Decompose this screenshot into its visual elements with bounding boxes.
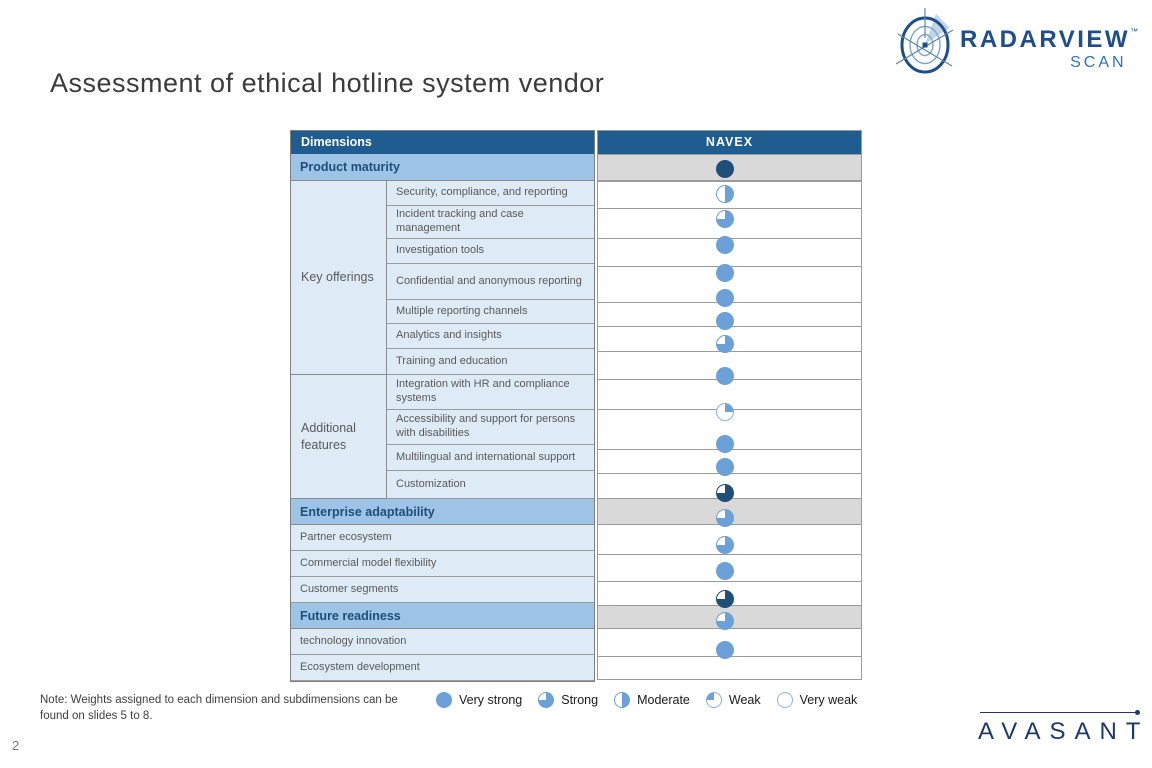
legend-item bbox=[706, 692, 761, 708]
legend-label: Very strong bbox=[459, 693, 523, 707]
legend-item bbox=[538, 692, 598, 708]
radarview-logo bbox=[896, 8, 1141, 83]
harvey-ball-very-strong bbox=[716, 435, 734, 453]
legend-label: Weak bbox=[728, 693, 761, 707]
legend-label: Very weak bbox=[799, 693, 858, 707]
legend-ball-very-weak bbox=[777, 692, 793, 708]
subdimension-row-label: Integration with HR and compliance systems bbox=[387, 375, 594, 410]
subdimension-row-label: Multilingual and international support bbox=[387, 445, 594, 471]
page-number: 2 bbox=[12, 738, 20, 753]
subdimension-row-label: Analytics and insights bbox=[387, 324, 594, 349]
legend-ball-moderate bbox=[614, 692, 630, 708]
subdimension-row-label: Investigation tools bbox=[387, 239, 594, 264]
harvey-ball-strong bbox=[716, 590, 734, 608]
legend-item bbox=[436, 692, 522, 708]
radarview-scan-label: SCAN bbox=[1070, 54, 1127, 71]
dimension-row-label: Future readiness bbox=[291, 603, 594, 629]
harvey-ball-very-strong bbox=[716, 312, 734, 330]
subdimension-row-label: Customer segments bbox=[291, 577, 594, 603]
legend-ball-strong bbox=[538, 692, 554, 708]
harvey-ball-very-strong bbox=[716, 264, 734, 282]
row-divider bbox=[598, 208, 861, 209]
radarview-logo-text bbox=[960, 28, 1141, 72]
harvey-ball-weak bbox=[716, 403, 734, 421]
harvey-ball-very-strong bbox=[716, 641, 734, 659]
harvey-ball-very-strong bbox=[716, 160, 734, 178]
dimension-row-label: Product maturity bbox=[291, 154, 594, 181]
radar-icon bbox=[896, 8, 954, 83]
page-title: Assessment of ethical hotline system vendor bbox=[50, 68, 605, 98]
subdimension-row-label: Ecosystem development bbox=[291, 655, 594, 681]
group-cell-label: Additional features bbox=[291, 375, 387, 499]
harvey-ball-very-strong bbox=[716, 289, 734, 307]
harvey-ball-very-strong bbox=[716, 367, 734, 385]
harvey-ball-strong bbox=[716, 335, 734, 353]
subdimension-row-label: Accessibility and support for persons with disabilities bbox=[387, 410, 594, 445]
trademark-symbol: ™ bbox=[1130, 27, 1141, 36]
legend-label: Moderate bbox=[637, 693, 690, 707]
harvey-ball-moderate bbox=[716, 185, 734, 203]
legend-ball-weak bbox=[706, 692, 722, 708]
legend bbox=[436, 692, 873, 708]
radarview-name: RADARVIEW™ bbox=[960, 26, 1141, 53]
subdimension-row-label: Multiple reporting channels bbox=[387, 300, 594, 324]
subdimension-row-label: Incident tracking and case management bbox=[387, 206, 594, 239]
legend-ball-very-strong bbox=[436, 692, 452, 708]
group-cell-label: Key offerings bbox=[291, 181, 387, 375]
subdimension-row-label: Training and education bbox=[387, 349, 594, 375]
harvey-ball-very-strong bbox=[716, 458, 734, 476]
legend-label: Strong bbox=[561, 693, 599, 707]
subdimension-row-label: Security, compliance, and reporting bbox=[387, 181, 594, 206]
subdimension-row-label: technology innovation bbox=[291, 629, 594, 655]
subdimension-row-label: Confidential and anonymous reporting bbox=[387, 264, 594, 300]
harvey-ball-strong bbox=[716, 210, 734, 228]
vendor-header: NAVEX bbox=[598, 131, 861, 154]
row-divider bbox=[598, 554, 861, 555]
legend-item bbox=[777, 692, 858, 708]
row-divider bbox=[598, 581, 861, 582]
avasant-logo-text: AVASANT bbox=[978, 718, 1150, 745]
avasant-logo-dot bbox=[1135, 710, 1140, 715]
row-divider bbox=[598, 181, 861, 182]
subdimension-row-label: Commercial model flexibility bbox=[291, 551, 594, 577]
harvey-ball-strong bbox=[716, 484, 734, 502]
legend-item bbox=[614, 692, 690, 708]
vendor-column bbox=[597, 130, 862, 680]
avasant-logo-line bbox=[980, 712, 1138, 713]
harvey-ball-strong bbox=[716, 536, 734, 554]
dimensions-column bbox=[290, 130, 595, 682]
note-text: Note: Weights assigned to each dimension and subdimensions can be found on slides 5 to 8. bbox=[40, 694, 398, 722]
harvey-ball-strong bbox=[716, 509, 734, 527]
harvey-ball-very-strong bbox=[716, 562, 734, 580]
harvey-ball-strong bbox=[716, 612, 734, 630]
harvey-ball-very-strong bbox=[716, 236, 734, 254]
subdimension-row-label: Partner ecosystem bbox=[291, 525, 594, 551]
dimension-row-label: Enterprise adaptability bbox=[291, 499, 594, 525]
dimensions-header: Dimensions bbox=[291, 131, 594, 154]
avasant-logo bbox=[978, 712, 1150, 746]
subdimension-row-label: Customization bbox=[387, 471, 594, 499]
